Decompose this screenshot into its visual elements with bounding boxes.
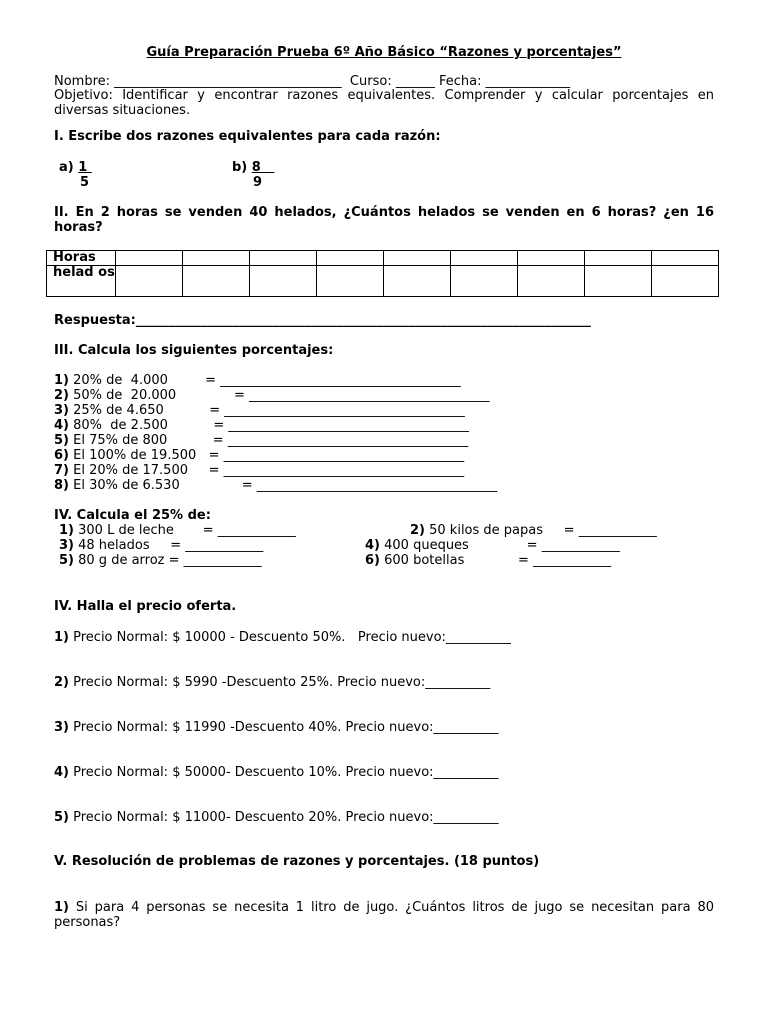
objetivo-text: Objetivo: Identificar y encontrar razones equivalentes. Comprender y calcular porcentajes en diversas situaciones.: [54, 88, 714, 118]
table-cell[interactable]: [518, 266, 585, 297]
item-number: 1): [59, 523, 74, 538]
item-number: 6): [365, 553, 380, 568]
item-text: 80 g de arroz = ____________: [74, 553, 262, 568]
list-item: [365, 538, 620, 553]
table-cell[interactable]: [183, 251, 250, 266]
list-item: [54, 448, 464, 463]
list-item: [59, 538, 263, 553]
fraction-b-numerator: 8: [251, 160, 275, 175]
item-number: 2): [54, 675, 69, 690]
item-number: 3): [54, 403, 69, 418]
list-item: [54, 478, 497, 493]
item-number: 4): [54, 418, 69, 433]
fraction-a-numerator: 1: [78, 160, 92, 175]
list-item: [54, 630, 511, 645]
nombre-curso-fecha-line: Nombre: ___________________________________ Curso: ______ Fecha: _____________: [54, 74, 571, 89]
problem-1: [54, 900, 714, 930]
table-cell[interactable]: [652, 251, 719, 266]
item-text: 300 L de leche = ____________: [74, 523, 296, 538]
table-cell[interactable]: [585, 266, 652, 297]
table-cell[interactable]: [384, 266, 451, 297]
respuesta-line: Respuesta:______________________________________________________________________: [54, 313, 591, 328]
item-number: 5): [54, 433, 69, 448]
list-item: [54, 418, 469, 433]
table-cell[interactable]: [518, 251, 585, 266]
item-text: 20% de 4.000 = _____________________________________: [69, 373, 461, 388]
item-text: Si para 4 personas se necesita 1 litro de jugo. ¿Cuántos litros de jugo se necesitan para 80 personas?: [54, 900, 714, 930]
table-row-helados-label: helad os: [47, 266, 116, 297]
item-text: 25% de 4.650 = _____________________________________: [69, 403, 465, 418]
table-cell[interactable]: [585, 251, 652, 266]
list-item: [54, 373, 461, 388]
list-item: [410, 523, 657, 538]
table-cell[interactable]: [451, 266, 518, 297]
fraction-a-label: a): [59, 160, 79, 175]
item-text: 400 queques = ____________: [380, 538, 620, 553]
table-cell[interactable]: [250, 251, 317, 266]
item-number: 2): [410, 523, 425, 538]
item-number: 1): [54, 900, 69, 915]
item-text: 50 kilos de papas = ____________: [425, 523, 657, 538]
item-text: Precio Normal: $ 11990 -Descuento 40%. Precio nuevo:__________: [69, 720, 499, 735]
item-number: 1): [54, 373, 69, 388]
fraction-b-label: b): [232, 160, 252, 175]
section-2-question: II. En 2 horas se venden 40 helados, ¿Cuántos helados se venden en 6 horas? ¿en 16 horas?: [54, 205, 714, 235]
item-number: 4): [54, 765, 69, 780]
list-item: [54, 433, 468, 448]
fraction-a-denominator: 5: [80, 175, 90, 190]
item-number: 3): [59, 538, 74, 553]
list-item: [365, 553, 611, 568]
table-row-horas-label: Horas: [47, 251, 116, 266]
item-text: 48 helados = ____________: [74, 538, 264, 553]
item-number: 7): [54, 463, 69, 478]
section-3-heading: III. Calcula los siguientes porcentajes:: [54, 343, 334, 358]
list-item: [54, 810, 499, 825]
table-cell[interactable]: [652, 266, 719, 297]
item-text: Precio Normal: $ 10000 - Descuento 50%. Precio nuevo:__________: [69, 630, 511, 645]
list-item: [54, 388, 490, 403]
list-item: [54, 403, 465, 418]
item-text: 600 botellas = ____________: [380, 553, 612, 568]
page-title: Guía Preparación Prueba 6º Año Básico “Razones y porcentajes”: [146, 45, 622, 60]
list-item: [54, 463, 464, 478]
item-number: 6): [54, 448, 69, 463]
table-cell[interactable]: [250, 266, 317, 297]
table-cell[interactable]: [384, 251, 451, 266]
table-cell[interactable]: [116, 266, 183, 297]
table-cell[interactable]: [317, 251, 384, 266]
table-cell[interactable]: [451, 251, 518, 266]
section-5-heading: IV. Halla el precio oferta.: [54, 599, 237, 614]
item-number: 2): [54, 388, 69, 403]
fraction-b: [232, 160, 274, 175]
item-text: Precio Normal: $ 5990 -Descuento 25%. Precio nuevo:__________: [69, 675, 491, 690]
section-4-heading: IV. Calcula el 25% de:: [54, 508, 211, 523]
item-text: 50% de 20.000 = _____________________________________: [69, 388, 490, 403]
item-text: Precio Normal: $ 50000- Descuento 10%. Precio nuevo:__________: [69, 765, 499, 780]
table-cell[interactable]: [183, 266, 250, 297]
list-item: [54, 720, 499, 735]
table-cell[interactable]: [116, 251, 183, 266]
item-text: El 30% de 6.530 = _____________________________________: [69, 478, 498, 493]
table-cell[interactable]: [317, 266, 384, 297]
list-item: [54, 765, 499, 780]
horas-helados-table: [46, 250, 719, 297]
list-item: [54, 675, 490, 690]
list-item: [59, 523, 296, 538]
list-item: [59, 553, 262, 568]
fraction-b-denominator: 9: [253, 175, 263, 190]
item-text: 80% de 2.500 = _____________________________________: [69, 418, 469, 433]
item-number: 4): [365, 538, 380, 553]
item-number: 1): [54, 630, 69, 645]
section-6-heading: V. Resolución de problemas de razones y porcentajes. (18 puntos): [54, 854, 540, 869]
item-number: 3): [54, 720, 69, 735]
item-number: 5): [54, 810, 69, 825]
item-text: El 75% de 800 = _____________________________________: [69, 433, 469, 448]
fraction-a: [59, 160, 92, 175]
item-text: Precio Normal: $ 11000- Descuento 20%. Precio nuevo:__________: [69, 810, 499, 825]
section-1-heading: I. Escribe dos razones equivalentes para cada razón:: [54, 129, 441, 144]
item-number: 8): [54, 478, 69, 493]
item-number: 5): [59, 553, 74, 568]
item-text: El 20% de 17.500 = _____________________________________: [69, 463, 465, 478]
item-text: El 100% de 19.500 = _____________________________________: [69, 448, 465, 463]
